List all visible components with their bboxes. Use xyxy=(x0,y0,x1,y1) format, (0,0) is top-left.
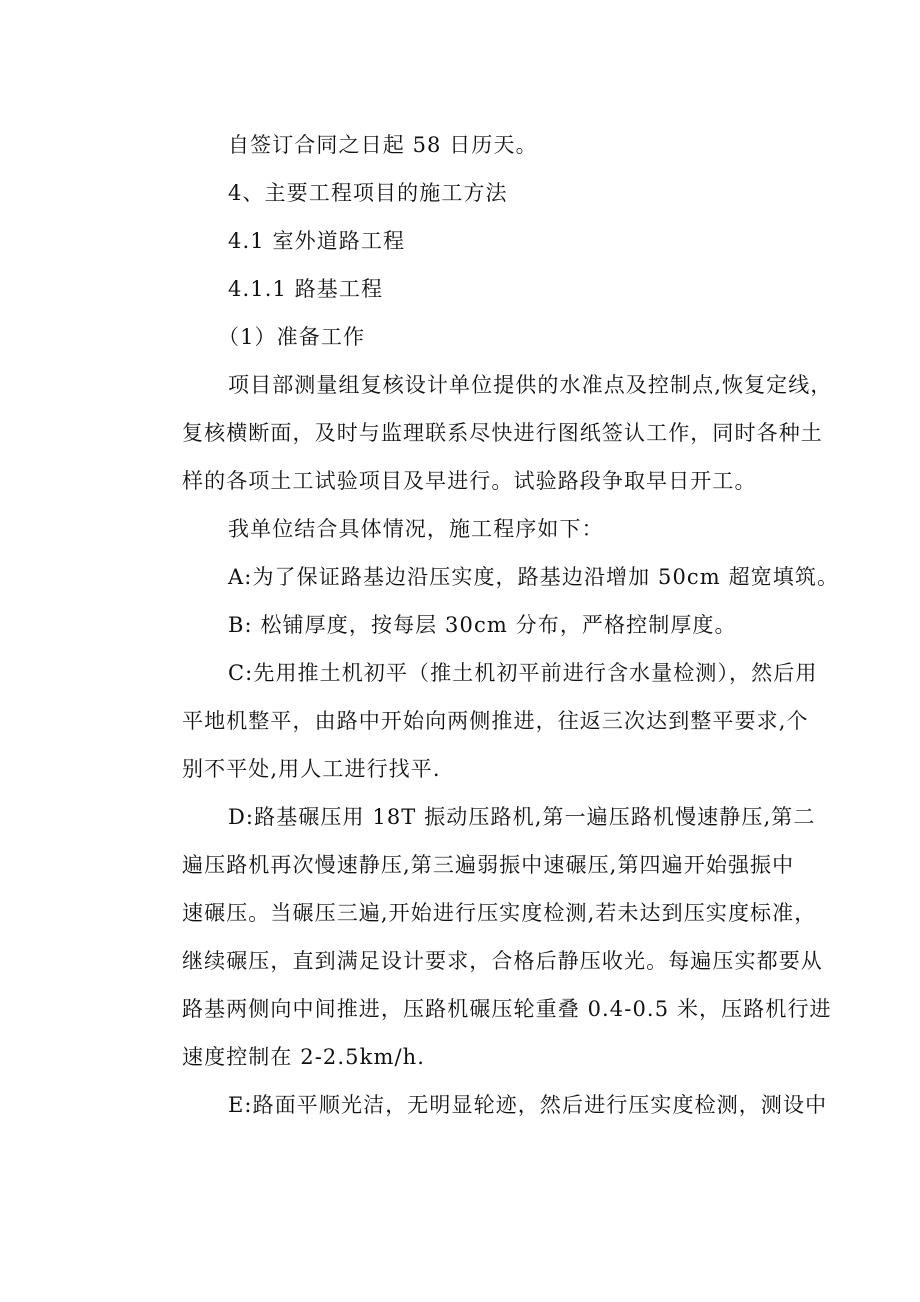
paragraph-item-d-line-2: 遍压路机再次慢速静压,第三遍弱振中速碾压,第四遍开始强振中 xyxy=(182,853,795,877)
paragraph-item-c-line-1: C:先用推土机初平（推土机初平前进行含水量检测），然后用 xyxy=(228,661,818,685)
paragraph-item-d-line-1: D:路基碾压用 18T 振动压路机,第一遍压路机慢速静压,第二 xyxy=(228,805,816,829)
paragraph-item-d-line-5: 路基两侧向中间推进，压路机碾压轮重叠 0.4-0.5 米，压路机行进 xyxy=(182,997,832,1021)
paragraph-item-e-line-1: E:路面平顺光洁，无明显轮迹，然后进行压实度检测，测设中 xyxy=(228,1093,828,1117)
paragraph-item-a: A:为了保证路基边沿压实度，路基边沿增加 50cm 超宽填筑。 xyxy=(228,565,840,589)
paragraph-duration: 自签订合同之日起 58 日历天。 xyxy=(228,133,538,157)
heading-outdoor-road: 4.1 室外道路工程 xyxy=(228,229,406,253)
heading-construction-methods: 4、主要工程项目的施工方法 xyxy=(228,181,508,205)
paragraph-item-c-line-3: 别不平处,用人工进行找平. xyxy=(182,757,441,781)
paragraph-survey-line-3: 样的各项土工试验项目及早进行。试验路段争取早日开工。 xyxy=(182,469,757,493)
heading-subgrade: 4.1.1 路基工程 xyxy=(228,277,384,301)
paragraph-item-d-line-3: 速碾压。当碾压三遍,开始进行压实度检测,若未达到压实度标准， xyxy=(182,901,817,925)
paragraph-item-d-line-4: 继续碾压，直到满足设计要求，合格后静压收光。每遍压实都要从 xyxy=(182,949,823,973)
paragraph-item-d-line-6: 速度控制在 2-2.5km/h. xyxy=(182,1045,426,1069)
paragraph-item-c-line-2: 平地机整平，由路中开始向两侧推进，往返三次达到整平要求,个 xyxy=(182,709,809,733)
paragraph-survey-line-1: 项目部测量组复核设计单位提供的水准点及控制点,恢复定线， xyxy=(228,373,833,397)
paragraph-survey-line-2: 复核横断面，及时与监理联系尽快进行图纸签认工作，同时各种土 xyxy=(182,421,823,445)
paragraph-item-b: B: 松铺厚度，按每层 30cm 分布，严格控制厚度。 xyxy=(228,613,737,637)
paragraph-procedure-intro: 我单位结合具体情况，施工程序如下： xyxy=(228,517,604,541)
heading-preparation: （1）准备工作 xyxy=(218,325,366,349)
